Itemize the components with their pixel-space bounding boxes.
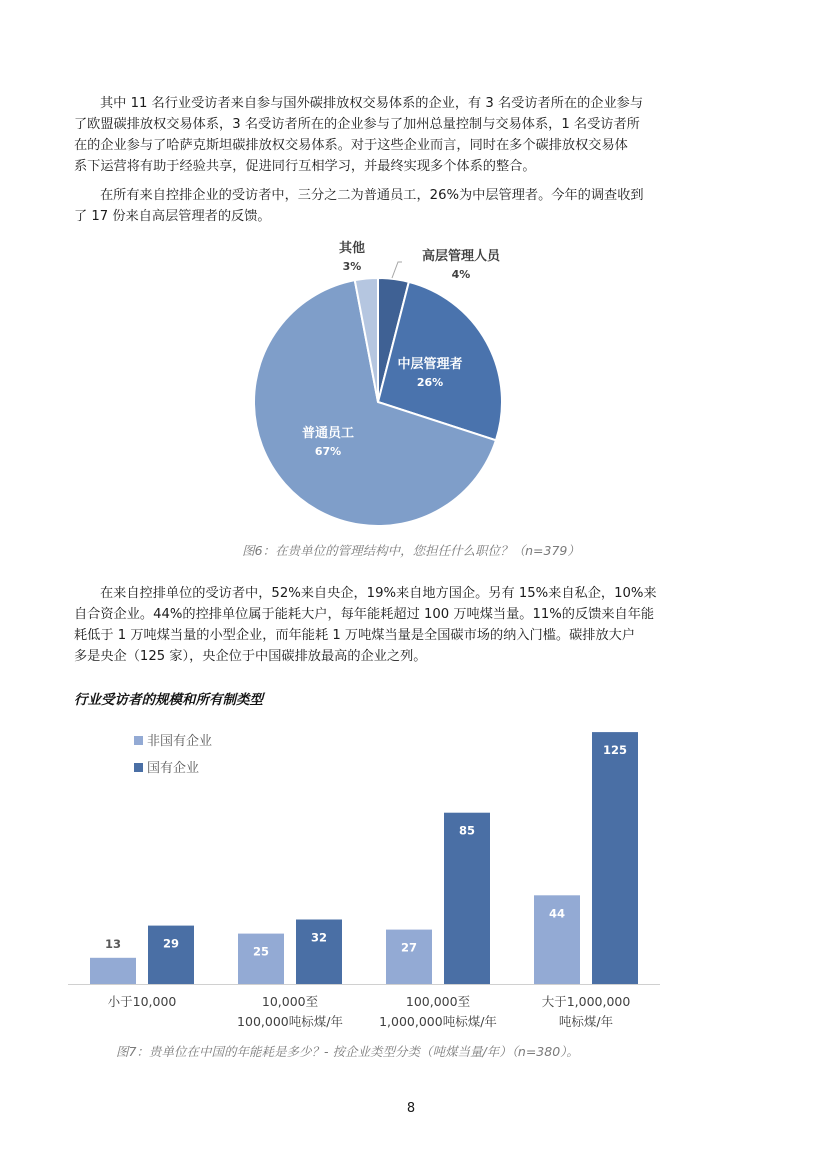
bar-data-label: 13: [104, 936, 122, 951]
legend-label: 国有企业: [147, 761, 200, 776]
pie-slice-label: 其他: [338, 241, 366, 256]
bar-data-label: 44: [548, 906, 566, 921]
intro-paragraph: [74, 93, 706, 177]
bar: [592, 732, 638, 984]
page-number: 8: [406, 1101, 416, 1116]
bar-data-label: 27: [400, 940, 418, 955]
category-tick-label: 大于1,000,000: [541, 994, 631, 1009]
category-tick-label: 吨标煤/年: [558, 1014, 614, 1029]
text-line: 自合资企业。44%的控排单位属于能耗大户，每年能耗超过 100 万吨煤当量。11%的反馈来自年能: [74, 607, 655, 622]
pie-slice-label: 高层管理人员: [421, 249, 501, 264]
bar-data-label: 85: [458, 823, 476, 838]
text-line: 在所有来自控排企业的受访者中，三分之二为普通员工，26%为中层管理者。今年的调查收到: [100, 188, 644, 203]
ownership-paragraph: [74, 583, 706, 667]
position-paragraph: [74, 185, 706, 227]
bar: [238, 934, 284, 984]
legend-swatch: [134, 763, 143, 772]
bar-data-label: 125: [602, 743, 628, 758]
figure6-caption: 图6：在贵单位的管理结构中，您担任什么职位？（n=379）: [242, 543, 580, 558]
bar: [386, 930, 432, 984]
text-line: 了欧盟碳排放权交易体系，3 名受访者所在的企业参与了加州总量控制与交易体系，1 名受访者所: [74, 117, 640, 132]
category-tick-label: 100,000吨标煤/年: [237, 1014, 343, 1029]
section-title: 行业受访者的规模和所有制类型: [74, 692, 263, 708]
pie-slice-value-label: 3%: [342, 260, 362, 273]
bar-data-label: 29: [162, 936, 180, 951]
pie-slice-value-label: 4%: [451, 268, 471, 281]
text-line: 在的企业参与了哈萨克斯坦碳排放权交易体系。对于这些企业而言，同时在多个碳排放权交易体: [74, 138, 628, 153]
category-tick-label: 10,000至: [261, 994, 319, 1009]
leader-line: [392, 262, 402, 278]
text-line: 系下运营将有助于经验共享，促进同行互相学习，并最终实现多个体系的整合。: [74, 159, 536, 174]
bar: [148, 926, 194, 984]
position-pie-chart: [230, 232, 530, 532]
text-line: 耗低于 1 万吨煤当量的小型企业，而年能耗 1 万吨煤当量是全国碳市场的纳入门槛。碳排放大户: [74, 628, 636, 643]
legend-swatch: [134, 736, 143, 745]
category-tick-label: 100,000至: [405, 994, 471, 1009]
bar: [296, 920, 342, 985]
category-tick-label: 1,000,000吨标煤/年: [379, 1014, 497, 1029]
bar: [444, 813, 490, 984]
figure7-caption: 图7：贵单位在中国的年能耗是多少？- 按企业类型分类（吨煤当量/年）（n=380）。: [116, 1044, 579, 1059]
category-tick-label: 小于10,000: [107, 994, 177, 1009]
energy-bar-chart: [60, 710, 760, 1040]
text-line: 其中 11 名行业受访者来自参与国外碳排放权交易体系的企业，有 3 名受访者所在的企业参与: [100, 96, 644, 111]
text-line: 多是央企（125 家），央企位于中国碳排放最高的企业之列。: [74, 649, 427, 664]
bar: [90, 958, 136, 984]
legend-label: 非国有企业: [147, 734, 213, 749]
text-line: 了 17 份来自高层管理者的反馈。: [74, 209, 271, 224]
pie-slice-value-label: 26%: [416, 376, 444, 389]
bar-data-label: 32: [310, 930, 328, 945]
bar-data-label: 25: [252, 944, 270, 959]
pie-slice-label: 中层管理者: [397, 357, 463, 372]
text-line: 在来自控排单位的受访者中，52%来自央企，19%来自地方国企。另有 15%来自私企，10%来: [100, 586, 657, 601]
pie-slice-label: 普通员工: [301, 426, 355, 441]
pie-slice-value-label: 67%: [314, 445, 342, 458]
